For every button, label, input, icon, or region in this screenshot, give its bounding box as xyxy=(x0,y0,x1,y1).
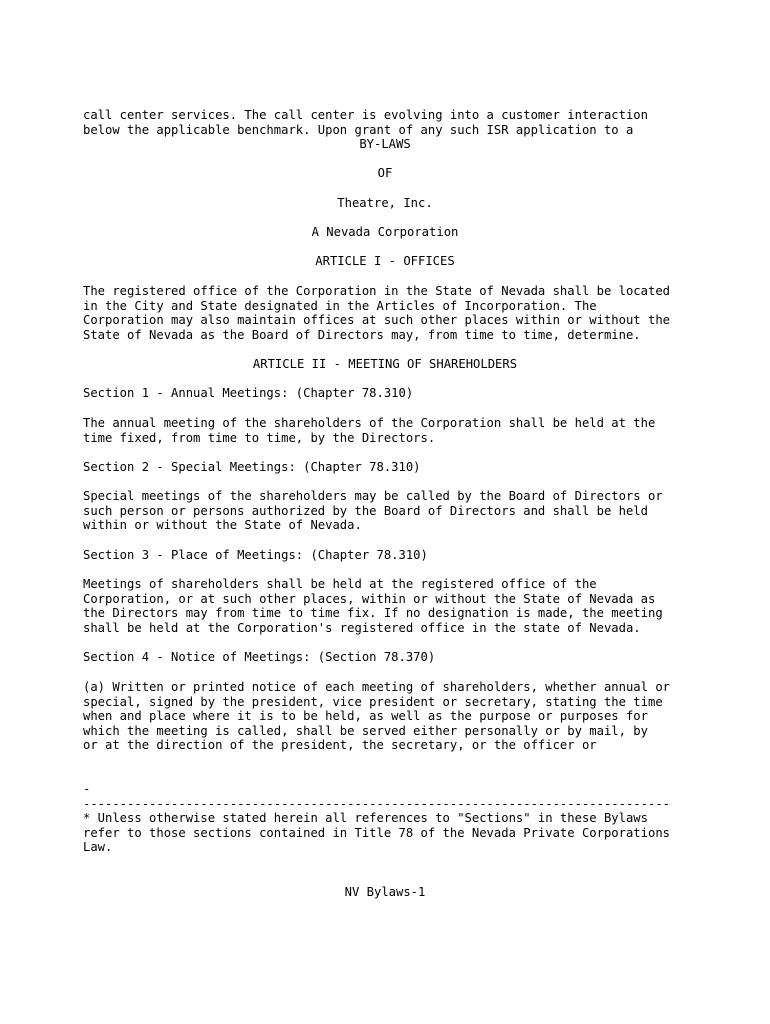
company-name: Theatre, Inc. xyxy=(337,196,433,210)
paragraph-line: The annual meeting of the shareholders of the Corporation shall be held at the xyxy=(83,416,656,430)
paragraph-line: The registered office of the Corporation in the State of Nevada shall be located xyxy=(83,284,670,298)
document-title: BY-LAWS xyxy=(359,137,411,151)
corporation-type: A Nevada Corporation xyxy=(311,225,459,239)
paragraph-line: Meetings of shareholders shall be held at the registered office of the xyxy=(83,577,597,591)
section-heading: Section 1 - Annual Meetings: (Chapter 78.310) xyxy=(83,386,414,400)
section-heading: Section 4 - Notice of Meetings: (Section 78.370) xyxy=(83,650,436,664)
header-line: call center services. The call center is evolving into a customer interaction xyxy=(83,108,648,122)
paragraph-line: shall be held at the Corporation's registered office in the state of Nevada. xyxy=(83,620,641,635)
paragraph-line: the Directors may from time to time fix. If no designation is made, the meeting xyxy=(83,606,663,620)
title-of: OF xyxy=(377,166,393,180)
paragraph-line: which the meeting is called, shall be served either personally or by mail, by xyxy=(83,723,648,738)
footnote-line: Law. xyxy=(83,840,113,854)
footnote-line: * Unless otherwise stated herein all references to "Sections" in these Bylaws xyxy=(83,811,648,825)
header-line: below the applicable benchmark. Upon grant of any such ISR application to a xyxy=(83,122,634,137)
page-footer: NV Bylaws-1 xyxy=(344,885,426,899)
paragraph-line: State of Nevada as the Board of Directors may, from time to time, determine. xyxy=(83,327,641,342)
article-heading: ARTICLE II - MEETING OF SHAREHOLDERS xyxy=(252,357,518,371)
paragraph-line: or at the direction of the president, the secretary, or the officer or xyxy=(83,738,597,752)
paragraph-line: (a) Written or printed notice of each meeting of shareholders, whether annual or xyxy=(83,680,670,694)
paragraph-line: such person or persons authorized by the Board of Directors and shall be held xyxy=(83,503,648,518)
paragraph-line: time fixed, from time to time, by the Directors. xyxy=(83,430,436,445)
paragraph-line: within or without the State of Nevada. xyxy=(83,518,362,532)
footnote-dash: - xyxy=(83,782,91,796)
paragraph-line: Corporation, or at such other places, within or without the State of Nevada as xyxy=(83,591,656,606)
footnote-rule: -------------------------------------------------------------------------------- xyxy=(83,796,670,811)
paragraph-line: in the City and State designated in the Articles of Incorporation. The xyxy=(83,298,597,313)
section-heading: Section 2 - Special Meetings: (Chapter 78.310) xyxy=(83,460,421,474)
paragraph-line: when and place where it is to be held, as well as the purpose or purposes for xyxy=(83,709,648,723)
footnote-line: refer to those sections contained in Title 78 of the Nevada Private Corporations xyxy=(83,825,670,840)
section-heading: Section 3 - Place of Meetings: (Chapter 78.310) xyxy=(83,548,428,562)
paragraph-line: Special meetings of the shareholders may be called by the Board of Directors or xyxy=(83,489,663,503)
paragraph-line: Corporation may also maintain offices at such other places within or without the xyxy=(83,313,670,327)
article-heading: ARTICLE I - OFFICES xyxy=(315,254,455,268)
paragraph-line: special, signed by the president, vice president or secretary, stating the time xyxy=(83,694,663,709)
